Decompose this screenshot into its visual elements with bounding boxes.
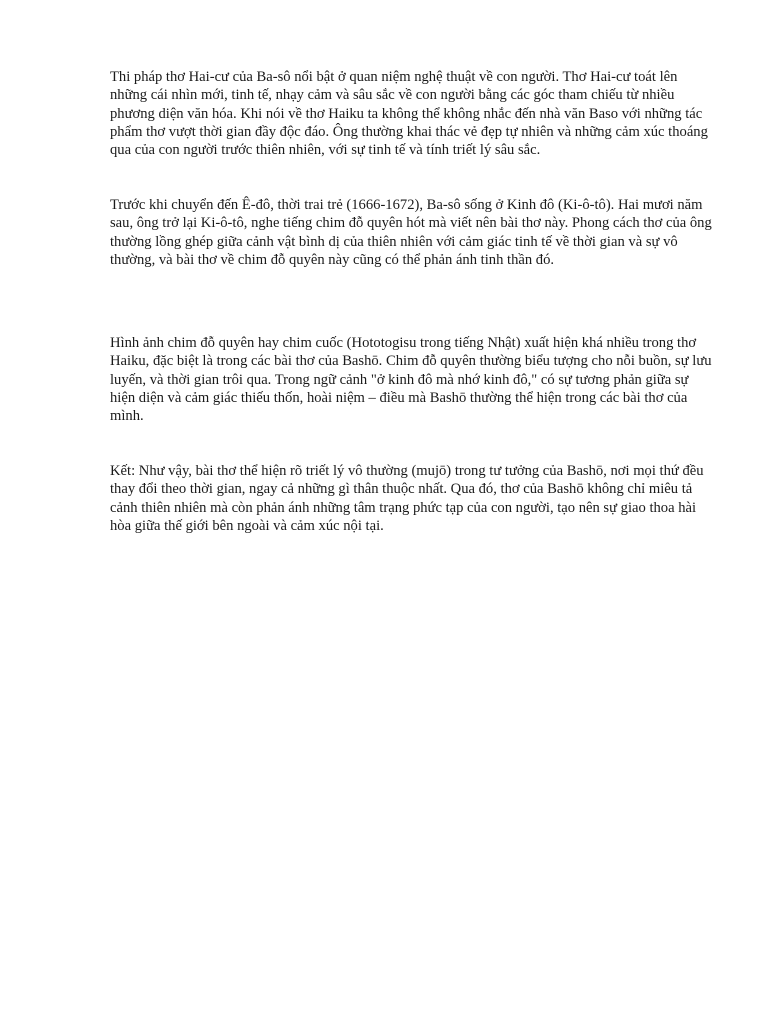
paragraph-conclusion: Kết: Như vậy, bài thơ thể hiện rõ triết lý vô thường (mujō) trong tư tưởng của Bashō, nơi mọi thứ đều thay đổi theo thời gian, ngay cả những gì thân thuộc nhất. Qua đó, thơ của Bashō không chỉ miêu tả cảnh thiên nhiên mà còn phản ánh những tâm trạng phức tạp của con người, tạo nên sự giao thoa hài hòa giữa thế giới bên ngoài và cảm xúc nội tại. (110, 463, 704, 534)
paragraph-intro: Thi pháp thơ Hai-cư của Ba-sô nổi bật ở quan niệm nghệ thuật về con người. Thơ Hai-cư toát lên những cái nhìn mới, tinh tế, nhạy cảm và sâu sắc về con người bằng các góc tham chiếu từ nhiều phương diện văn hóa. Khi nói về thơ Haiku ta không thể không nhắc đến nhà văn Baso với những tác phẩm thơ vượt thời gian đầy độc đáo. Ông thường khai thác vẻ đẹp tự nhiên và những cảm xúc thoáng qua của con người trước thiên nhiên, với sự tinh tế và tính triết lý sâu sắc. (110, 69, 708, 159)
paragraph-cuckoo-image: Hình ảnh chim đỗ quyên hay chim cuốc (Hototogisu trong tiếng Nhật) xuất hiện khá nhiều trong thơ Haiku, đặc biệt là trong các bài thơ của Bashō. Chim đỗ quyên thường biểu tượng cho nỗi buồn, sự lưu luyến, và thời gian trôi qua. Trong ngữ cảnh "ở kinh đô mà nhớ kinh đô," có sự tương phản giữa sự hiện diện và cảm giác thiếu thốn, hoài niệm – điều mà Bashō thường thể hiện trong các bài thơ của mình. (110, 335, 712, 425)
paragraph-background: Trước khi chuyển đến Ê-đô, thời trai trẻ (1666-1672), Ba-sô sống ở Kinh đô (Ki-ô-tô). Hai mươi năm sau, ông trở lại Ki-ô-tô, nghe tiếng chim đỗ quyên hót mà viết nên bài thơ này. Phong cách thơ của ông thường lồng ghép giữa cảnh vật bình dị của thiên nhiên với cảm giác tinh tế về thời gian và sự vô thường, và bài thơ về chim đỗ quyên này cũng có thể phản ánh tinh thần đó. (110, 197, 712, 268)
